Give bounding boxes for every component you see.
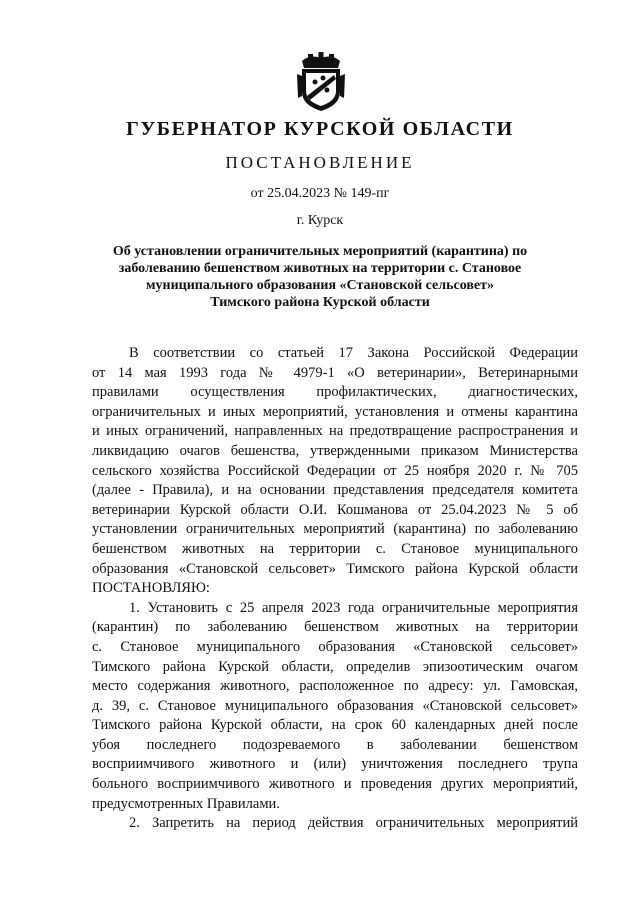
body-line: от 14 мая 1993 года № 4979-1 «О ветеринарии», Ветеринарными <box>92 364 578 381</box>
title-line: Тимского района Курской области <box>210 295 430 310</box>
document-city: г. Курск <box>296 213 344 228</box>
body-line: правилами осуществления профилактических, диагностических, <box>92 384 578 401</box>
document-body <box>92 344 578 834</box>
coat-of-arms-emblem <box>296 52 346 112</box>
body-line: восприимчивого животного и (или) уничтожения последнего трупа <box>92 756 578 773</box>
body-line: место содержания животного, расположенное по адресу: ул. Гамовская, <box>92 678 578 695</box>
title-line: Об установлении ограничительных мероприятий (карантина) по <box>112 244 528 259</box>
body-line: предусмотренных Правилами. <box>92 795 280 812</box>
body-line: образования «Становской сельсовет» Тимского района Курской области <box>92 560 578 577</box>
body-line: д. 39, с. Становое муниципального образования «Становской сельсовет» <box>92 697 578 714</box>
body-line: 1. Установить с 25 апреля 2023 года ограничительные мероприятия <box>129 599 578 616</box>
title-line: заболеванию бешенством животных на территории с. Становое <box>118 261 522 276</box>
body-line: бешенством животных на территории с. Становое муниципального <box>92 540 578 557</box>
body-line: больного восприимчивого животного и проведения других мероприятий, <box>92 776 578 793</box>
body-line: с. Становое муниципального образования «Становской сельсовет» <box>92 638 578 655</box>
title-line: муниципального образования «Становской сельсовет» <box>145 278 495 293</box>
body-line-resolution: ПОСТАНОВЛЯЮ: <box>92 580 210 597</box>
document-type: ПОСТАНОВЛЕНИЕ <box>225 153 415 172</box>
document-date-number: от 25.04.2023 № 149-пг <box>250 186 390 201</box>
body-line: В соответствии со статьей 17 Закона Российской Федерации <box>129 345 578 361</box>
body-line: сельского хозяйства Российской Федерации от 25 ноября 2020 г. № 705 <box>92 462 578 479</box>
body-line: ограничительных и иных мероприятий, установления и отмены карантина <box>92 403 578 420</box>
body-line: установлении ограничительных мероприятий (карантина) по заболеванию <box>92 521 578 538</box>
body-line: ликвидацию очагов бешенства, утвержденными приказом Министерства <box>92 442 578 459</box>
body-line: (далее - Правила), и на основании представления председателя комитета <box>92 482 578 499</box>
body-line: 2. Запретить на период действия ограничительных мероприятий <box>129 815 578 832</box>
body-line: Тимского района Курской области, на срок 60 календарных дней после <box>92 717 578 734</box>
document-title <box>100 243 540 311</box>
body-line: убоя последнего подозреваемого в заболевании бешенством <box>92 736 578 753</box>
issuing-authority: ГУБЕРНАТОР КУРСКОЙ ОБЛАСТИ <box>126 118 514 140</box>
body-line: Тимского района Курской области, определив эпизоотическим очагом <box>92 658 578 675</box>
body-line: (карантин) по заболеванию бешенством животных на территории <box>92 619 578 636</box>
body-line: ветеринарии Курской области О.И. Кошманова от 25.04.2023 № 5 об <box>92 501 578 518</box>
body-line: и иных ограничений, направленных на предотвращение распространения и <box>92 423 578 440</box>
